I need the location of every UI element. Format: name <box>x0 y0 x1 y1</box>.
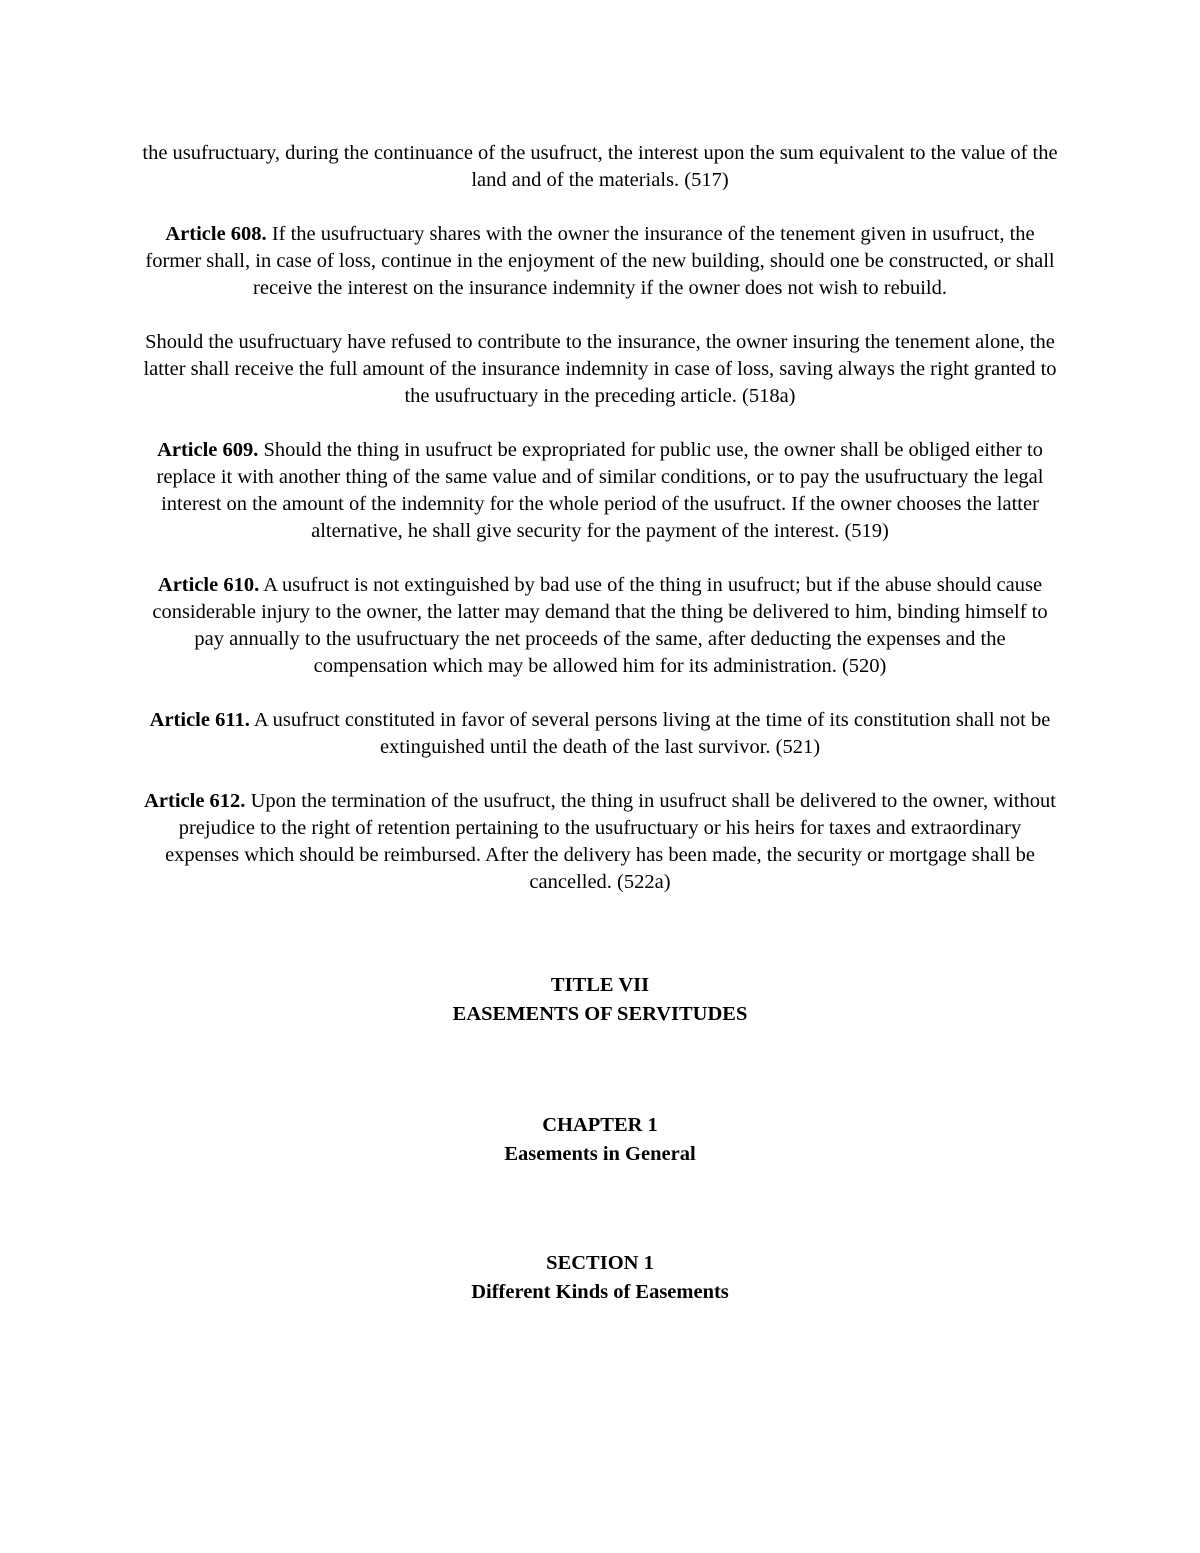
article-text: Should the thing in usufruct be expropriated for public use, the owner shall be obliged either to replace it with another thing of the same value and of similar conditions, or to pay the usufructuary the legal interest on the amount of the indemnity for the whole period of the usufruct. If the owner chooses the latter alternative, he shall give security for the payment of the interest. (519) <box>156 439 1044 542</box>
section-name: Different Kinds of Easements <box>471 1281 729 1303</box>
article-608 <box>140 221 1060 302</box>
article-text: A usufruct is not extinguished by bad use of the thing in usufruct; but if the abuse should cause considerable injury to the owner, the latter may demand that the thing be delivered to him, binding himself to pay annually to the usufructuary the net proceeds of the same, after deducting the expenses and the compensation which may be allowed him for its administration. (520) <box>152 574 1048 677</box>
title-number: TITLE VII <box>550 974 650 996</box>
article-612 <box>140 788 1060 896</box>
article-label: Article 611. <box>149 709 250 731</box>
article-label: Article 608. <box>165 223 267 245</box>
title-name: EASEMENTS OF SERVITUDES <box>452 1003 748 1025</box>
chapter-heading <box>140 1111 1060 1169</box>
article-609 <box>140 437 1060 545</box>
article-label: Article 610. <box>157 574 260 596</box>
chapter-number: CHAPTER 1 <box>542 1114 658 1136</box>
article-608-paragraph-2 <box>140 329 1060 410</box>
article-text: If the usufructuary shares with the owner the insurance of the tenement given in usufruct, the former shall, in case of loss, continue in the enjoyment of the new building, should one be constructed, or shall receive the interest on the insurance indemnity if the owner does not wish to rebuild. <box>145 223 1055 299</box>
document-page <box>140 140 1060 1307</box>
section-number: SECTION 1 <box>546 1252 654 1274</box>
title-heading <box>140 971 1060 1029</box>
article-label: Article 609. <box>157 439 259 461</box>
section-heading <box>140 1249 1060 1307</box>
paragraph-continuation <box>140 140 1060 194</box>
article-text: A usufruct constituted in favor of several persons living at the time of its constitution shall not be extinguished until the death of the last survivor. (521) <box>249 709 1051 758</box>
article-text: Upon the termination of the usufruct, the thing in usufruct shall be delivered to the owner, without prejudice to the right of retention pertaining to the usufructuary or his heirs for taxes and extraordinary expenses which should be reimbursed. After the delivery has been made, the security or mortgage shall be cancelled. (522a) <box>165 790 1056 893</box>
paragraph-text: Should the usufructuary have refused to contribute to the insurance, the owner insuring the tenement alone, the latter shall receive the full amount of the insurance indemnity in case of loss, saving always the right granted to the usufructuary in the preceding article. (518a) <box>143 331 1057 407</box>
article-label: Article 612. <box>144 790 246 812</box>
paragraph-text: the usufructuary, during the continuance of the usufruct, the interest upon the sum equivalent to the value of the land and of the materials. (517) <box>142 142 1058 191</box>
article-610 <box>140 572 1060 680</box>
article-611 <box>140 707 1060 761</box>
chapter-name: Easements in General <box>504 1143 696 1165</box>
